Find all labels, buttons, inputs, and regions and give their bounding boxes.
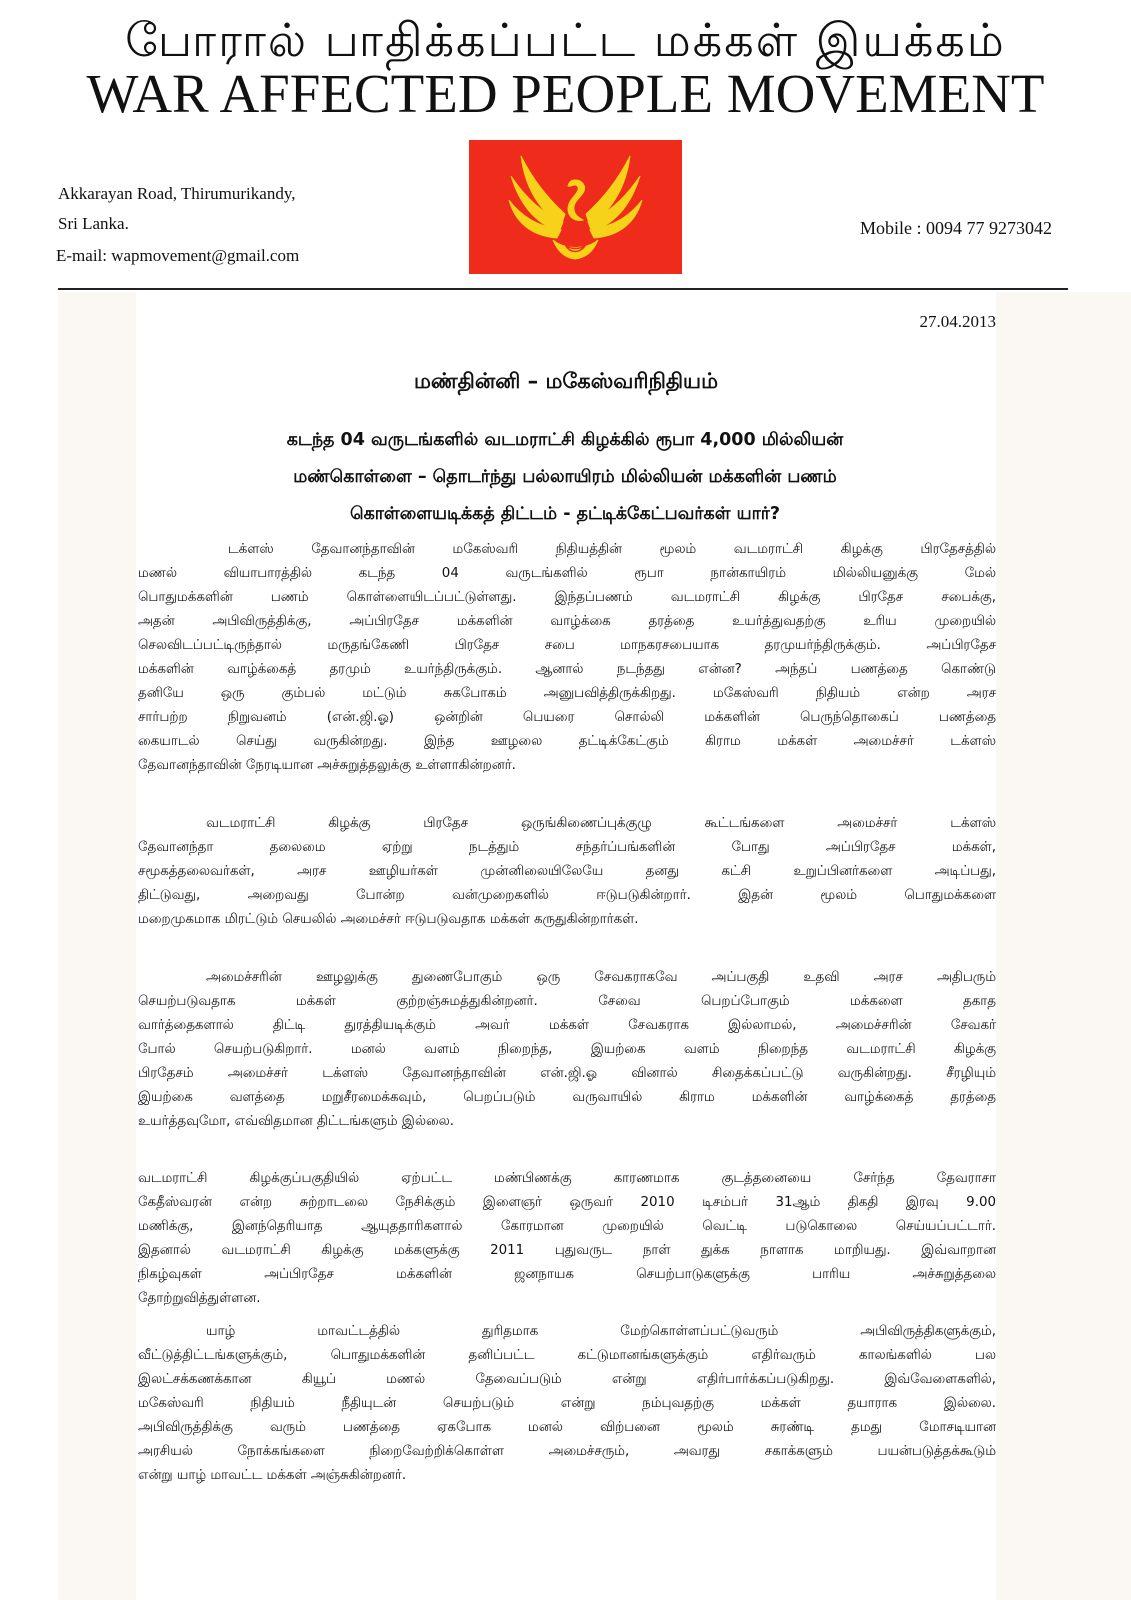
paragraph-2 bbox=[138, 812, 996, 932]
paragraph-3 bbox=[138, 966, 996, 1134]
letter-date: 27.04.2013 bbox=[919, 312, 996, 331]
subtitle-line: மண்கொள்ளை – தொடர்ந்து பல்லாயிரம் மில்லியன் மக்களின் பணம் bbox=[293, 467, 837, 487]
paragraph-line: வார்த்தைகளால் திட்டி துரத்தியடிக்கும் அவர் மக்கள் சேவகராக இல்லாமல், அமைச்சரின் சேவகர் bbox=[138, 1018, 996, 1033]
subtitle-line: கடந்த 04 வருடங்களில் வடமராட்சி கிழக்கில் ரூபா 4,000 மில்லியன் bbox=[286, 430, 844, 450]
paragraph-line: நிகழ்வுகள் அப்பிரதேச மக்களின் ஜனநாயக செயற்பாடுகளுக்கு பாரிய அச்சுறுத்தலை bbox=[138, 1267, 996, 1282]
organization-name-tamil: போரால் பாதிக்கப்பட்ட மக்கள் இயக்கம் bbox=[125, 13, 1006, 67]
organization-flag bbox=[469, 140, 682, 274]
paragraph-line: தேவானந்தா தலைமை ஏற்று நடத்தும் சந்தர்ப்பங்களின் போது அப்பிரதேச மக்கள், bbox=[138, 840, 996, 855]
paragraph-5 bbox=[138, 1320, 996, 1488]
paragraph-line: பிரதேசம் அமைச்சர் டக்ளஸ் தேவானந்தாவின் என்.ஜி.ஓ வினால் சிதைக்கப்பட்டு வருகின்றது. சீரழியும் bbox=[138, 1066, 996, 1081]
paragraph-line: வடமராட்சி கிழக்குப்பகுதியில் ஏற்பட்ட மண்பிணக்கு காரணமாக குடத்தனையை சேர்ந்த தேவராசா bbox=[138, 1171, 996, 1186]
paragraph-line: மறைமுகமாக மிரட்டும் செயலில் அமைச்சர் ஈடுபடுவதாக மக்கள் கருதுகின்றார்கள். bbox=[138, 912, 639, 927]
letter-title: மண்தின்னி – மகேஸ்வரிநிதியம் bbox=[414, 369, 718, 393]
paragraph-line: அதன் அபிவிருத்திக்கு, அப்பிரதேச மக்களின் வாழ்க்கை தரத்தை உயர்த்துவதற்கு உரிய முறையில் bbox=[138, 614, 996, 629]
paragraph-line: திட்டுவது, அறைவது போன்ற வன்முறைகளில் ஈடுபடுகின்றார். இதன் மூலம் பொதுமக்களை bbox=[138, 888, 996, 903]
paragraph-line: செயற்படுவதாக மக்கள் குற்றஞ்சுமத்துகின்றனர். சேவை பெறப்போகும் மக்களை தகாத bbox=[138, 994, 996, 1009]
paragraph-line: இதனால் வடமராட்சி கிழக்கு மக்களுக்கு 2011 புதுவருட நாள் துக்க நாளாக மாறியது. இவ்வாறான bbox=[138, 1243, 996, 1258]
paragraph-line: அபிவிருத்திக்கு வரும் பணத்தை ஏகபோக மனல் விற்பனை மூலம் சுரண்டி தமது மோசடியான bbox=[138, 1420, 996, 1435]
paragraph-line: மக்களின் வாழ்க்கைத் தரமும் உயர்ந்திருக்கும். ஆனால் நடந்தது என்ன? அந்தப் பணத்தை கொண்டு bbox=[138, 662, 996, 677]
address-line-2: Sri Lanka. bbox=[58, 214, 129, 233]
paragraph-line: பொதுமக்களின் பணம் கொள்ளையிடப்பட்டுள்ளது. இந்தப்பணம் வடமராட்சி கிழக்கு பிரதேச சபைக்கு, bbox=[138, 590, 996, 605]
paragraph-line: வீட்டுத்திட்டங்களுக்கும், பொதுமக்களின் தனிப்பட்ட கட்டுமானங்களுக்கும் எதிர்வரும் காலங்களில் பல bbox=[138, 1348, 996, 1363]
paragraph-line: செலவிடப்பட்டிருந்தால் மருதங்கேணி பிரதேச சபை மாநகரசபையாக தரமுயர்ந்திருக்கும். அப்பிரதேச bbox=[138, 638, 996, 653]
address-line-1: Akkarayan Road, Thirumurikandy, bbox=[58, 184, 296, 203]
header-divider bbox=[58, 288, 1068, 290]
paragraph-line: தேவானந்தாவின் நேரடியான அச்சுறுத்தலுக்கு உள்ளாகின்றனர். bbox=[138, 758, 516, 773]
letter-subtitle bbox=[160, 422, 970, 533]
paragraph-line: தோற்றுவித்துள்ளன. bbox=[138, 1291, 261, 1306]
paragraph-line: மகேஸ்வரி நிதியம் நீதியுடன் செயற்படும் என்று நம்புவதற்கு மக்கள் தயாராக இல்லை. bbox=[138, 1396, 996, 1411]
paragraph-line: டக்ளஸ் தேவானந்தாவின் மகேஸ்வரி நிதியத்தின் மூலம் வடமராட்சி கிழக்கு பிரதேசத்தில் bbox=[228, 542, 996, 557]
mobile-number: Mobile : 0094 77 9273042 bbox=[860, 218, 1052, 238]
paragraph-line: சமூகத்தலைவர்கள், அரச ஊழியர்கள் முன்னிலையிலேயே தனது கட்சி உறுப்பினர்களை அடிப்பது, bbox=[138, 864, 996, 879]
email-address: E-mail: wapmovement@gmail.com bbox=[56, 246, 300, 265]
paragraph-line: மணல் வியாபாரத்தில் கடந்த 04 வருடங்களில் ரூபா நான்காயிரம் மில்லியனுக்கு மேல் bbox=[138, 566, 996, 581]
paragraph-line: யாழ் மாவட்டத்தில் துரிதமாக மேற்கொள்ளப்பட்டுவரும் அபிவிருத்திகளுக்கும், bbox=[206, 1324, 996, 1339]
paragraph-line: அரசியல் நோக்கங்களை நிறைவேற்றிக்கொள்ள அமைச்சரும், அவரது சகாக்களும் பயன்படுத்தக்கூடும் bbox=[138, 1444, 996, 1459]
paragraph-1 bbox=[138, 538, 996, 778]
paragraph-line: மணிக்கு, இனந்தெரியாத ஆயுததாரிகளால் கோரமான முறையில் வெட்டி படுகொலை செய்யப்பட்டார். bbox=[138, 1219, 996, 1234]
subtitle-line: கொள்ளையடிக்கத் திட்டம் - தட்டிக்கேட்பவர்கள் யார்? bbox=[349, 504, 781, 524]
paragraph-4 bbox=[138, 1167, 996, 1311]
paragraph-line: போல் செயற்படுகிறார். மனல் வளம் நிறைந்த, இயற்கை வளம் நிறைந்த வடமராட்சி கிழக்கு bbox=[138, 1042, 996, 1057]
paragraph-line: என்று யாழ் மாவட்ட மக்கள் அஞ்சுகின்றனர். bbox=[138, 1468, 407, 1483]
paragraph-line: கையாடல் செய்து வருகின்றது. இந்த ஊழலை தட்டிக்கேட்கும் கிராம மக்கள் அமைச்சர் டக்ளஸ் bbox=[138, 734, 996, 749]
paragraph-line: கேதீஸ்வரன் என்ற சுற்றாடலை நேசிக்கும் இளைஞர் ஒருவர் 2010 டிசம்பர் 31ஆம் திகதி இரவு 9.00 bbox=[138, 1195, 996, 1210]
paragraph-line: சார்பற்ற நிறுவனம் (என்.ஜி.ஓ) ஒன்றின் பெயரை சொல்லி மக்களின் பெருந்தொகைப் பணத்தை bbox=[138, 710, 996, 725]
organization-name-english: WAR AFFECTED PEOPLE MOVEMENT bbox=[86, 63, 1045, 124]
paragraph-line: வடமராட்சி கிழக்கு பிரதேச ஒருங்கிணைப்புக்குழு கூட்டங்களை அமைச்சர் டக்ளஸ் bbox=[206, 816, 996, 831]
paragraph-line: தனியே ஒரு கும்பல் மட்டும் சுகபோகம் அனுபவித்திருக்கிறது. மகேஸ்வரி நிதியம் என்ற அரச bbox=[138, 686, 996, 701]
paragraph-line: இலட்சக்கணக்கான கியூப் மணல் தேவைப்படும் என்று எதிர்பார்க்கப்படுகிறது. இவ்வேளைகளில், bbox=[138, 1372, 996, 1387]
phoenix-emblem-icon bbox=[469, 140, 682, 274]
paragraph-line: அமைச்சரின் ஊழலுக்கு துணைபோகும் ஒரு சேவகராகவே அப்பகுதி உதவி அரச அதிபரும் bbox=[206, 970, 996, 985]
paragraph-line: உயர்த்தவுமோ, எவ்விதமான திட்டங்களும் இல்லை. bbox=[138, 1114, 454, 1129]
paragraph-line: இயற்கை வளத்தை மறுசீரமைக்கவும், பெறப்படும் வருவாயில் கிராம மக்களின் வாழ்க்கைத் தரத்தை bbox=[138, 1090, 996, 1105]
